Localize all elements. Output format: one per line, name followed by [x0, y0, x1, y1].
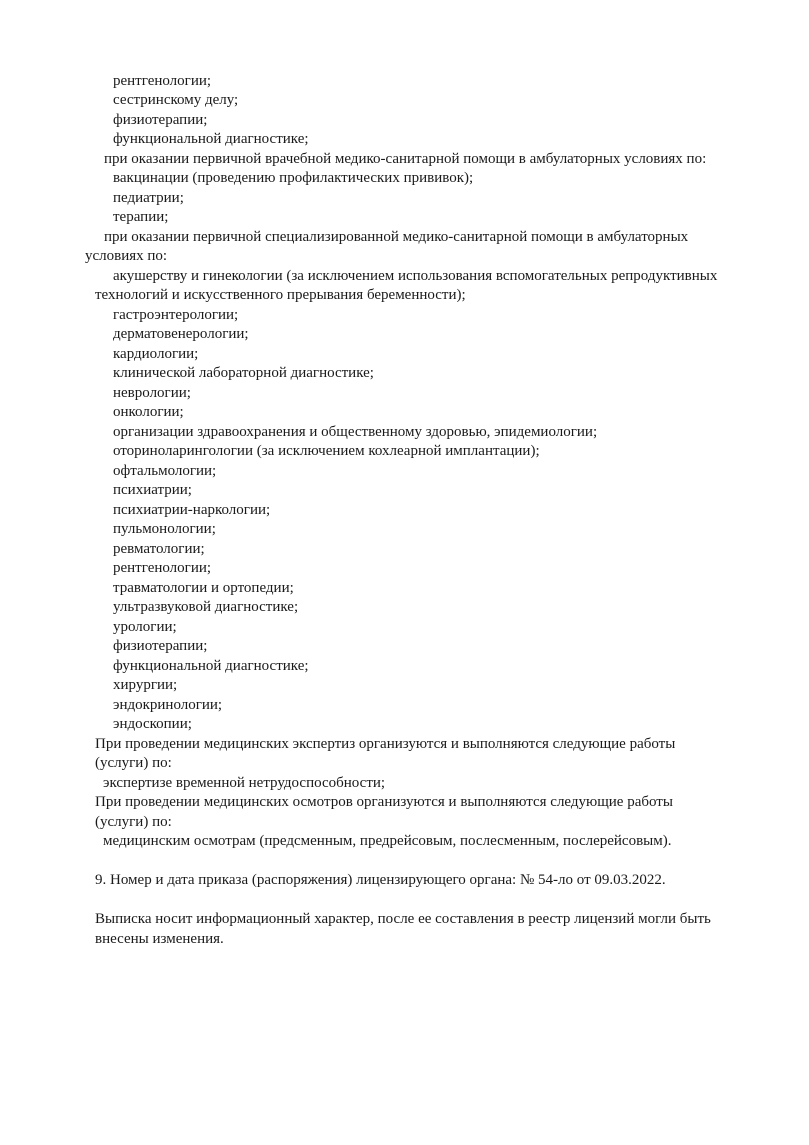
text-line: рентгенологии;: [113, 560, 212, 576]
text-line: травматологии и ортопедии;: [113, 580, 294, 596]
text-line: медицинским осмотрам (предсменным, предрейсовым, послесменным, послерейсовым).: [103, 833, 672, 849]
text-line: 9. Номер и дата приказа (распоряжения) лицензирующего органа: № 54-ло от 09.03.2022.: [95, 872, 666, 888]
text-line: дерматовенерологии;: [113, 326, 249, 342]
text-line: (услуги) по:: [95, 755, 172, 771]
text-line: организации здравоохранения и общественному здоровью, эпидемиологии;: [113, 424, 598, 440]
text-line: при оказании первичной врачебной медико-санитарной помощи в амбулаторных условиях по:: [104, 151, 707, 167]
text-line: пульмонологии;: [113, 521, 216, 537]
text-line: При проведении медицинских осмотров организуются и выполняются следующие работы: [95, 794, 673, 810]
text-line: ревматологии;: [113, 541, 205, 557]
text-line: рентгенологии;: [113, 73, 212, 89]
text-line: урологии;: [113, 619, 177, 635]
text-line: Выписка носит информационный характер, после ее составления в реестр лицензий могли быть: [95, 911, 711, 927]
text-line: онкологии;: [113, 404, 184, 420]
text-line: функциональной диагностике;: [113, 658, 309, 674]
text-line: педиатрии;: [113, 190, 184, 206]
text-line: оториноларингологии (за исключением кохлеарной имплантации);: [113, 443, 540, 459]
text-line: гастроэнтерологии;: [113, 307, 239, 323]
text-line: технологий и искусственного прерывания беременности);: [95, 287, 466, 303]
text-line: хирургии;: [113, 677, 178, 693]
text-line: вакцинации (проведению профилактических прививок);: [113, 170, 474, 186]
text-line: (услуги) по:: [95, 814, 172, 830]
text-line: ультразвуковой диагностике;: [113, 599, 299, 615]
text-line: сестринскому делу;: [113, 92, 239, 108]
text-line: офтальмологии;: [113, 463, 217, 479]
text-line: кардиологии;: [113, 346, 199, 362]
text-line: психиатрии;: [113, 482, 192, 498]
text-line: эндоскопии;: [113, 716, 192, 732]
text-line: терапии;: [113, 209, 169, 225]
text-line: психиатрии-наркологии;: [113, 502, 271, 518]
text-line: При проведении медицинских экспертиз организуются и выполняются следующие работы: [95, 736, 676, 752]
text-line: эндокринологии;: [113, 697, 223, 713]
text-line: физиотерапии;: [113, 112, 208, 128]
text-line: акушерству и гинекологии (за исключением использования вспомогательных репродуктивных: [113, 268, 718, 284]
text-line: внесены изменения.: [95, 931, 224, 947]
text-line: экспертизе временной нетрудоспособности;: [103, 775, 386, 791]
text-line: при оказании первичной специализированной медико-санитарной помощи в амбулаторных: [104, 229, 689, 245]
text-line: функциональной диагностике;: [113, 131, 309, 147]
text-line: неврологии;: [113, 385, 191, 401]
text-line: физиотерапии;: [113, 638, 208, 654]
text-line: клинической лабораторной диагностике;: [113, 365, 374, 381]
text-line: условиях по:: [85, 248, 168, 264]
